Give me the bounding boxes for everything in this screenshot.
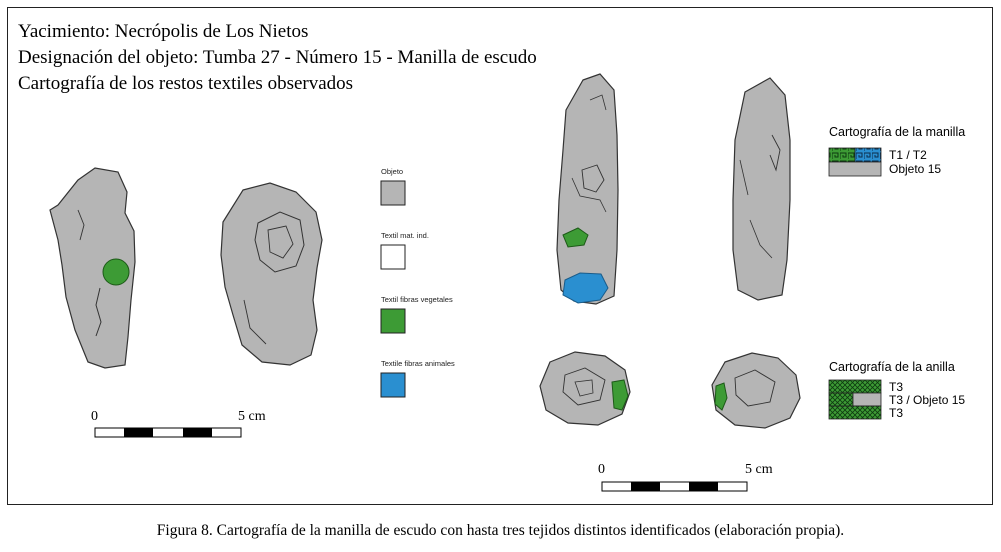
left-object-back [221,183,322,365]
manilla-back [733,78,790,300]
site-title: Yacimiento: Necrópolis de Los Nietos [18,21,309,42]
right-scale-end: 5 cm [745,462,773,477]
legend-label-object: Objeto [381,167,404,176]
left-scale-bar [95,428,241,437]
swatch-object [381,181,405,205]
anilla-swatch-t3-a [829,380,881,393]
manilla-swatch-object [829,162,881,176]
left-scale-start: 0 [91,409,98,424]
vegetal-textile-patch [103,259,129,285]
left-object-front [50,168,135,368]
left-scale-end: 5 cm [238,409,266,424]
swatch-indeterminate [381,245,405,269]
legend-label-vegetal: Textil fibras vegetales [381,295,453,304]
anilla-swatch-t3-object-green [829,393,853,406]
anilla-front [540,352,630,425]
cartography-subtitle: Cartografía de los restos textiles observados [18,73,354,94]
right-scale-bar [602,482,747,491]
right-scale-start: 0 [598,462,605,477]
anilla-swatch-t3-object-grey [853,393,881,406]
manilla-legend-title: Cartografía de la manilla [829,125,966,139]
object-designation: Designación del objeto: Tumba 27 - Número 15 - Manilla de escudo [18,47,537,68]
swatch-vegetal [381,309,405,333]
figure-caption: Figura 8. Cartografía de la manilla de escudo con hasta tres tejidos distintos identificados (elaboración propia). [156,522,845,539]
manilla-front [557,74,618,304]
anilla-swatch-t3-b [829,406,881,419]
manilla-swatch-t1t2-green [829,148,855,162]
anilla-legend-title: Cartografía de la anilla [829,360,955,374]
manilla-swatch-t1t2-blue [855,148,881,162]
anilla-legend-t3-object: T3 / Objeto 15 [889,393,966,407]
swatch-animal [381,373,405,397]
manilla-legend-t1t2: T1 / T2 [889,148,927,162]
anilla-back [712,353,800,428]
anilla-legend-t3: T3 [889,380,904,394]
manilla-animal-patch [563,273,608,303]
legend-label-indeterminate: Textil mat. ind. [381,231,429,240]
anilla-legend-t3-b: T3 [889,406,904,420]
manilla-legend-object: Objeto 15 [889,162,942,176]
legend-label-animal: Textile fibras animales [381,359,455,368]
